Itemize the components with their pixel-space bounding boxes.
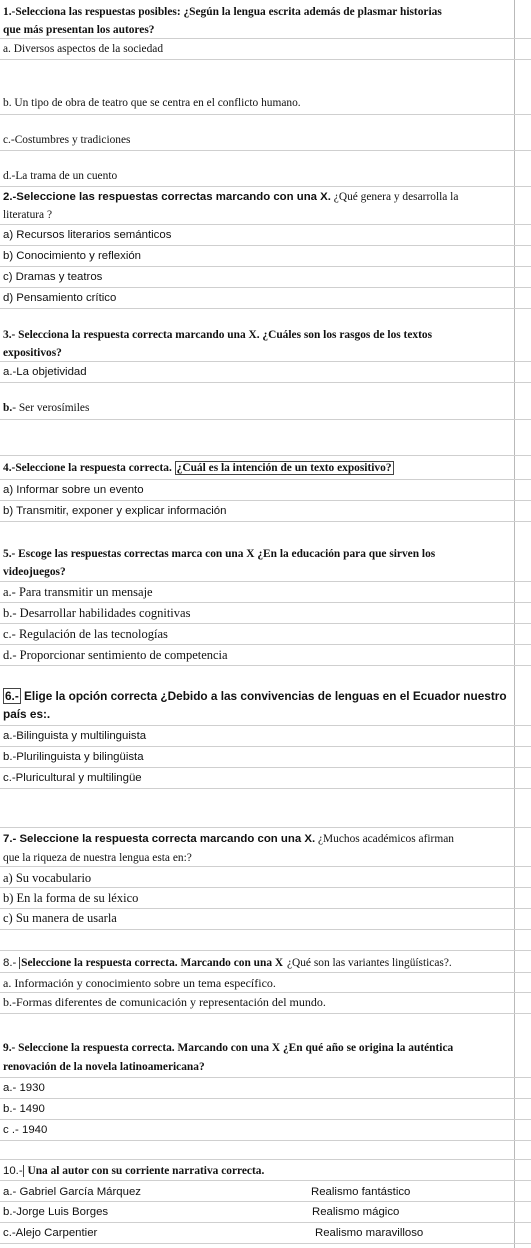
row-divider: [0, 1140, 531, 1141]
table-right-border: [514, 0, 515, 1248]
q7-option-c: c) Su manera de usarla: [3, 911, 117, 925]
row-divider: [0, 887, 531, 888]
q6-number: 6.-: [5, 689, 19, 703]
q4-option-b: b) Transmitir, exponer y explicar información: [3, 505, 227, 517]
row-divider: [0, 725, 531, 726]
q6-title-line2: país es:.: [3, 707, 51, 721]
row-divider: [0, 38, 531, 39]
q9-option-b: b.- 1490: [3, 1103, 45, 1115]
q7-title-line2: que la riqueza de nuestra lengua esta en:?: [3, 852, 192, 864]
q3-option-b: [3, 401, 89, 415]
row-divider: [0, 1077, 531, 1078]
row-divider: [0, 59, 531, 60]
q2-title-line2: literatura ?: [3, 209, 53, 221]
q7-option-b: b) En la forma de su léxico: [3, 891, 139, 905]
q3-option-b-text: - Ser verosímiles: [12, 402, 90, 414]
row-divider: [0, 500, 531, 501]
q7-option-a: a) Su vocabulario: [3, 871, 92, 885]
row-divider: [0, 602, 531, 603]
q10-title-text: Una al autor con su corriente narrativa correcta.: [24, 1165, 265, 1177]
q2-option-b: b) Conocimiento y reflexión: [3, 250, 142, 262]
q8-option-b: b.-Formas diferentes de comunicación y representación del mundo.: [3, 995, 326, 1009]
q1-option-b: b. Un tipo de obra de teatro que se centra en el conflicto humano.: [3, 97, 301, 109]
q4-title-b: ¿Cuál es la intención de un texto expositivo?: [176, 462, 392, 474]
row-divider: [0, 767, 531, 768]
q2-title-line1: [3, 190, 458, 204]
q7-title-bold: 7.- Seleccione la respuesta correcta marcando con una X.: [3, 833, 316, 845]
row-divider: [0, 361, 531, 362]
q7-title-line1: [3, 832, 454, 846]
row-divider: [0, 419, 531, 420]
q3-option-a: a.-La objetividad: [3, 366, 87, 378]
q2-option-d: d) Pensamiento crítico: [3, 292, 117, 304]
q5-title-line1: 5.- Escoge las respuestas correctas marca con una X ¿En la educación para que sirven los: [3, 548, 436, 560]
q6-option-c: c.-Pluricultural y multilingüe: [3, 772, 142, 784]
q1-option-a: a. Diversos aspectos de la sociedad: [3, 43, 164, 55]
q8-number: 8.-: [3, 957, 17, 969]
row-divider: [0, 665, 531, 666]
row-divider: [0, 186, 531, 187]
q4-option-a: a) Informar sobre un evento: [3, 484, 144, 496]
row-divider: [0, 266, 531, 267]
q3-option-b-label: b.: [3, 402, 13, 414]
q4-title: [3, 461, 394, 475]
q5-option-a: a.- Para transmitir un mensaje: [3, 585, 153, 599]
q9-title-line1: 9.- Seleccione la respuesta correcta. Marcando con una X ¿En qué año se origina la auténtica: [3, 1042, 454, 1054]
q1-option-d: d.-La trama de un cuento: [3, 170, 118, 182]
q3-title-line2: expositivos?: [3, 347, 62, 359]
row-divider: [0, 623, 531, 624]
row-divider: [0, 1098, 531, 1099]
row-divider: [0, 1013, 531, 1014]
row-divider: [0, 1119, 531, 1120]
row-divider: [0, 1201, 531, 1202]
q10-author-c: c.-Alejo Carpentier: [3, 1227, 98, 1239]
row-divider: [0, 746, 531, 747]
q1-title-line2: que más presentan los autores?: [3, 24, 155, 36]
row-divider: [0, 866, 531, 867]
row-divider: [0, 644, 531, 645]
row-divider: [0, 908, 531, 909]
q10-author-a: a.- Gabriel García Márquez: [3, 1186, 142, 1198]
row-divider: [0, 1180, 531, 1181]
q9-title-line2: renovación de la novela latinoamericana?: [3, 1061, 205, 1073]
q7-title-rest: ¿Muchos académicos afirman: [315, 833, 454, 845]
row-divider: [0, 224, 531, 225]
q8-option-a: a. Información y conocimiento sobre un tema específico.: [3, 976, 276, 990]
q8-title-rest: ¿Qué son las variantes lingüísticas?.: [284, 957, 452, 969]
q2-option-c: c) Dramas y teatros: [3, 271, 103, 283]
q5-option-c: c.- Regulación de las tecnologías: [3, 627, 168, 641]
q9-option-a: a.- 1930: [3, 1082, 45, 1094]
q10-current-a: Realismo fantástico: [311, 1186, 411, 1198]
q3-title-line1: 3.- Selecciona la respuesta correcta marcando una X. ¿Cuáles son los rasgos de los textos: [3, 329, 433, 341]
q8-title-bold: Seleccione la respuesta correcta. Marcando con una X: [21, 957, 284, 969]
row-divider: [0, 827, 531, 828]
q10-current-b: Realismo mágico: [312, 1206, 400, 1218]
q10-author-b: b.-Jorge Luis Borges: [3, 1206, 109, 1218]
q8-title: [3, 956, 452, 970]
row-divider: [0, 308, 531, 309]
q5-option-b: b.- Desarrollar habilidades cognitivas: [3, 606, 191, 620]
q1-title-line1: 1.-Selecciona las respuestas posibles: ¿Según la lengua escrita además de plasmar historias: [3, 6, 442, 18]
row-divider: [0, 479, 531, 480]
row-divider: [0, 245, 531, 246]
row-divider: [0, 581, 531, 582]
row-divider: [0, 150, 531, 151]
row-divider: [0, 950, 531, 951]
q6-option-b: b.-Plurilinguista y bilingüista: [3, 751, 144, 763]
q5-option-d: d.- Proporcionar sentimiento de competencia: [3, 648, 228, 662]
row-divider: [0, 1243, 531, 1244]
row-divider: [0, 521, 531, 522]
row-divider: [0, 972, 531, 973]
q1-option-c: c.-Costumbres y tradiciones: [3, 134, 131, 146]
row-divider: [0, 455, 531, 456]
row-divider: [0, 287, 531, 288]
row-divider: [0, 929, 531, 930]
q10-current-c: Realismo maravilloso: [315, 1227, 424, 1239]
q4-title-a: 4.-Seleccione la respuesta correcta.: [3, 462, 172, 474]
row-divider: [0, 788, 531, 789]
q10-title: [3, 1164, 265, 1178]
row-divider: [0, 992, 531, 993]
row-divider: [0, 382, 531, 383]
q2-option-a: a) Recursos literarios semánticos: [3, 229, 172, 241]
q10-number: 10.-: [3, 1165, 23, 1177]
row-divider: [0, 1159, 531, 1160]
q2-title-rest: ¿Qué genera y desarrolla la: [330, 191, 459, 203]
q6-option-a: a.-Bilinguista y multilinguista: [3, 730, 147, 742]
q6-title-line1: [3, 689, 507, 703]
q6-title-a: Elige la opción correcta ¿Debido a las convivencias de lenguas en el Ecuador nuestro: [20, 689, 507, 703]
q5-title-line2: videojuegos?: [3, 566, 66, 578]
q2-title-bold: 2.-Seleccione las respuestas correctas marcando con una X.: [3, 191, 331, 203]
row-divider: [0, 1222, 531, 1223]
row-divider: [0, 114, 531, 115]
q9-option-c: c .- 1940: [3, 1124, 48, 1136]
